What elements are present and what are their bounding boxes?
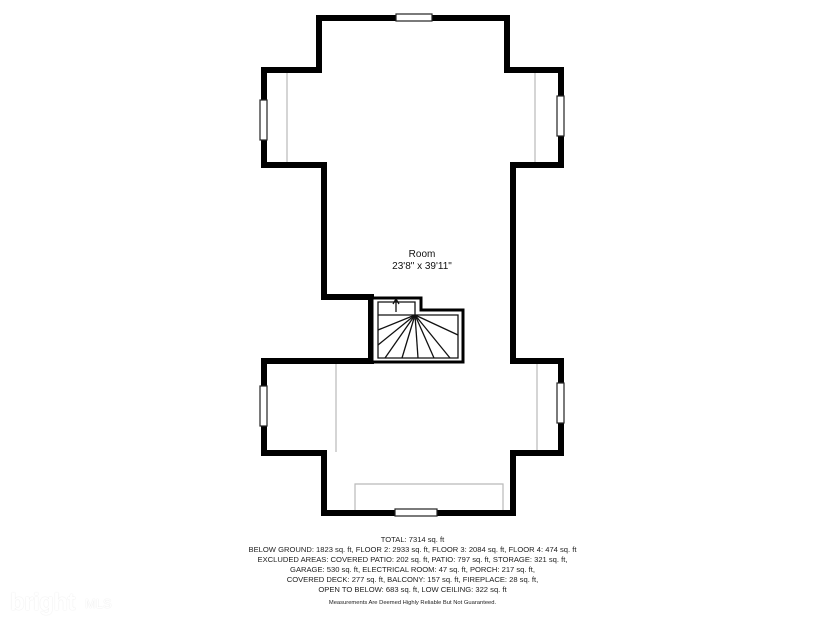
logo-dot	[76, 600, 82, 606]
window-top	[396, 14, 432, 21]
brand-logo	[10, 590, 112, 616]
total-area: TOTAL: 7314 sq. ft	[380, 535, 445, 544]
summary-line-3: GARAGE: 530 sq. ft, ELECTRICAL ROOM: 47 sq. ft, PORCH: 217 sq. ft,	[290, 565, 535, 574]
summary-line-1: BELOW GROUND: 1823 sq. ft, FLOOR 2: 2933 sq. ft, FLOOR 3: 2084 sq. ft, FLOOR 4: 474 sq. ft	[248, 545, 577, 554]
room-name: Room	[408, 249, 436, 260]
summary-line-4: COVERED DECK: 277 sq. ft, BALCONY: 157 sq. ft, FIREPLACE: 28 sq. ft,	[286, 575, 539, 584]
staircase	[372, 298, 463, 362]
disclaimer: Measurements Are Deemed Highly Reliable But Not Guaranteed.	[328, 600, 497, 606]
window-upper-right	[557, 96, 564, 136]
summary-line-5: OPEN TO BELOW: 683 sq. ft, LOW CEILING: 322 sq. ft	[318, 585, 507, 594]
summary-line-2: EXCLUDED AREAS: COVERED PATIO: 202 sq. ft, PATIO: 797 sq. ft, STORAGE: 321 sq. ft,	[257, 555, 568, 564]
window-lower-right	[557, 383, 564, 423]
window-bottom	[395, 509, 437, 516]
area-summary	[0, 535, 825, 606]
room-dimensions: 23'8" x 39'11"	[392, 261, 452, 272]
window-upper-left	[260, 100, 267, 140]
logo-suffix: MLS	[84, 595, 112, 611]
window-lower-left	[260, 386, 267, 426]
logo-brand: bright	[10, 589, 75, 616]
